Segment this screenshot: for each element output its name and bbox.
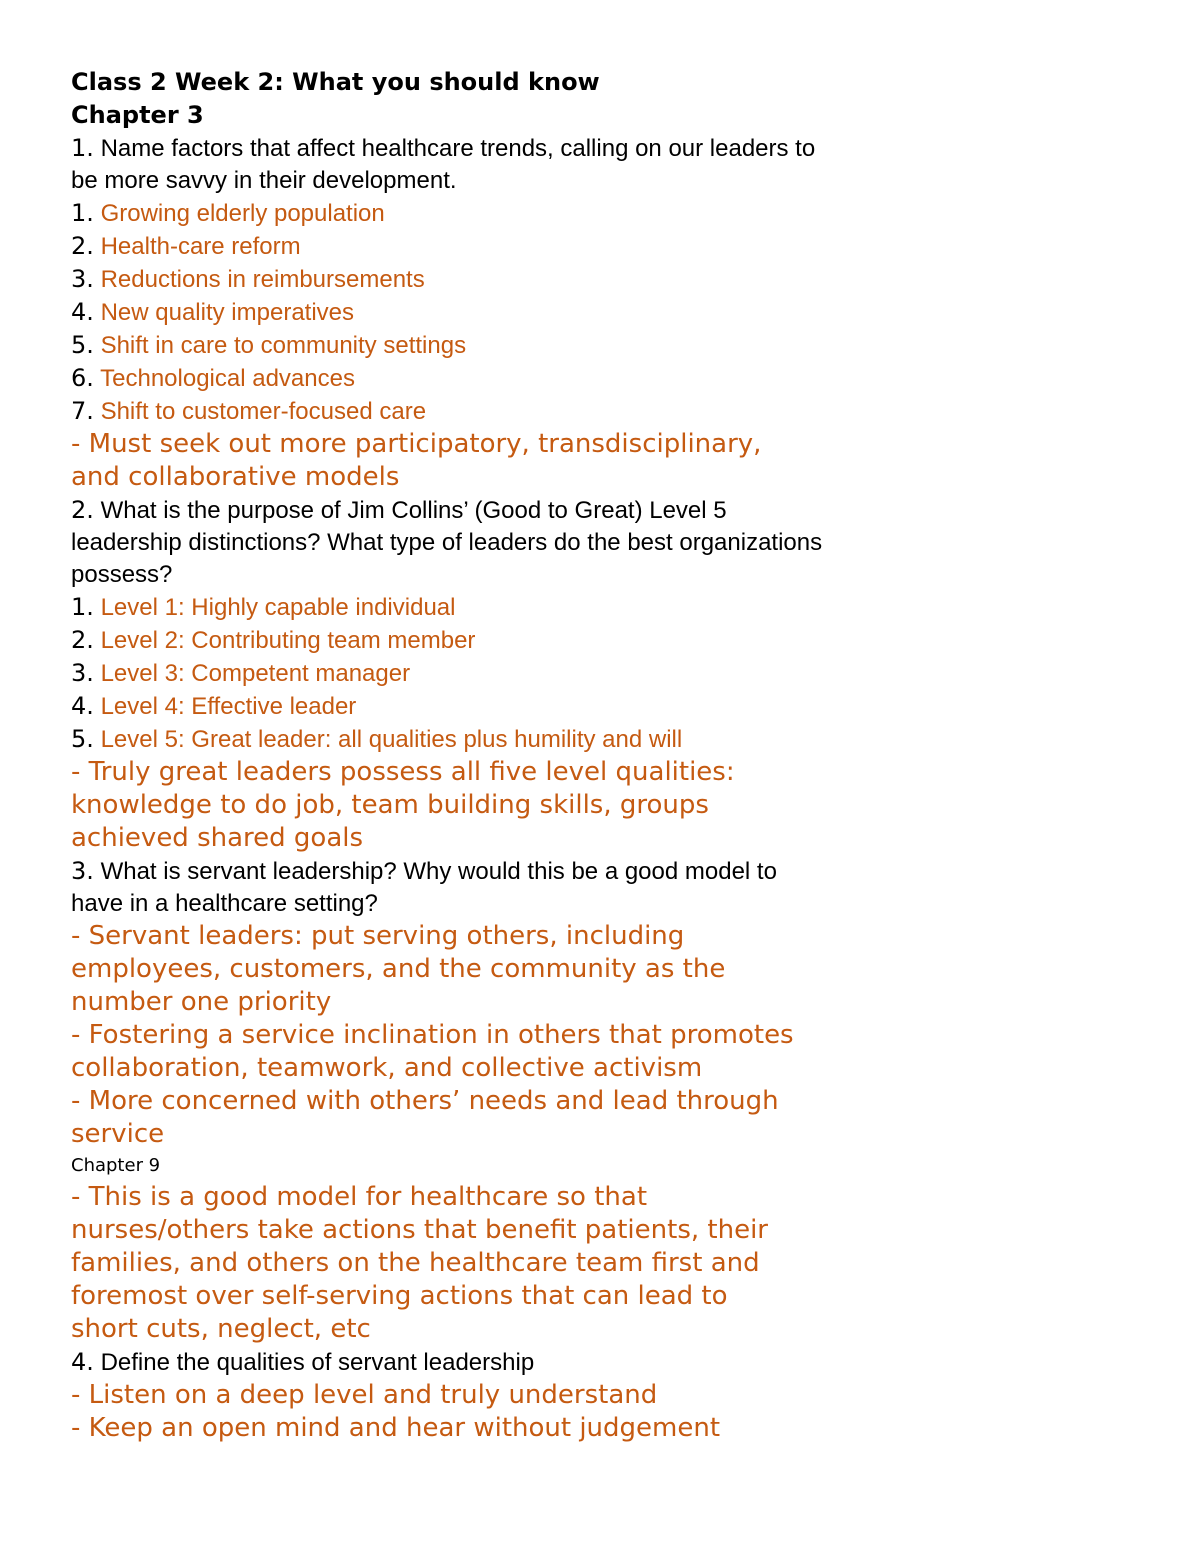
question-text-line: leadership distinctions? What type of leaders do the best organizations (71, 529, 823, 556)
question-number: 3. (71, 857, 94, 885)
question-text-line: have in a healthcare setting? (71, 890, 378, 917)
list-item: 4. New quality imperatives (71, 298, 355, 326)
list-item: 5. Shift in care to community settings (71, 331, 467, 359)
answer-line: collaboration, teamwork, and collective activism (71, 1053, 703, 1083)
answer-block (71, 1181, 1131, 1346)
answer-line: - Keep an open mind and hear without judgement (71, 1413, 721, 1443)
question-number: 1. (71, 134, 94, 162)
list-item: 1. Growing elderly population (71, 199, 385, 227)
document-title: Class 2 Week 2: What you should know (71, 68, 600, 96)
list-item: 4. Level 4: Effective leader (71, 692, 357, 720)
answer-line: and collaborative models (71, 462, 400, 492)
level-list (71, 591, 1131, 756)
answer-line: achieved shared goals (71, 823, 364, 853)
list-item: 5. Level 5: Great leader: all qualities plus humility and will (71, 725, 683, 753)
question-4 (71, 1346, 1131, 1379)
answer-line: - Truly great leaders possess all five level qualities: (71, 757, 735, 787)
answer-line: - Servant leaders: put serving others, including (71, 921, 685, 951)
chapter-heading: Chapter 3 (71, 101, 204, 129)
answer-line: knowledge to do job, team building skills, groups (71, 790, 709, 820)
question-1 (71, 132, 1131, 197)
list-item: 2. Level 2: Contributing team member (71, 626, 476, 654)
question-3 (71, 855, 1131, 920)
list-item: 6. Technological advances (71, 364, 355, 392)
factor-list (71, 197, 1131, 428)
question-text-line: be more savvy in their development. (71, 167, 457, 194)
answer-block (71, 756, 1131, 855)
answer-line: nurses/others take actions that benefit patients, their (71, 1215, 768, 1245)
list-item: 2. Health-care reform (71, 232, 301, 260)
question-2 (71, 494, 1131, 591)
list-item: 1. Level 1: Highly capable individual (71, 593, 456, 621)
answer-line: short cuts, neglect, etc (71, 1314, 371, 1344)
question-number: 4. (71, 1348, 94, 1376)
chapter-note: Chapter 9 (71, 1155, 161, 1176)
answer-line: - Listen on a deep level and truly understand (71, 1380, 658, 1410)
question-text-line: possess? (71, 561, 173, 588)
list-item: 3. Level 3: Competent manager (71, 659, 411, 687)
list-item: 3. Reductions in reimbursements (71, 265, 425, 293)
answer-block (71, 428, 1131, 494)
question-number: 2. (71, 496, 94, 524)
document-page (71, 66, 1131, 1445)
question-text-line: 2. What is the purpose of Jim Collins’ (Good to Great) Level 5 (71, 496, 727, 524)
answer-line: - This is a good model for healthcare so that (71, 1182, 648, 1212)
answer-line: families, and others on the healthcare team first and (71, 1248, 760, 1278)
answer-line: - More concerned with others’ needs and lead through (71, 1086, 779, 1116)
answer-line: employees, customers, and the community as the (71, 954, 726, 984)
answer-block (71, 1379, 1131, 1445)
question-text-line: 3. What is servant leadership? Why would this be a good model to (71, 857, 777, 885)
question-text-line: 4. Define the qualities of servant leadership (71, 1348, 535, 1376)
answer-line: - Must seek out more participatory, transdisciplinary, (71, 429, 762, 459)
question-text-line: 1. Name factors that affect healthcare trends, calling on our leaders to (71, 134, 816, 162)
answer-line: number one priority (71, 987, 332, 1017)
answer-line: foremost over self-serving actions that can lead to (71, 1281, 728, 1311)
answer-line: service (71, 1119, 165, 1149)
answer-line: - Fostering a service inclination in others that promotes (71, 1020, 794, 1050)
answer-block (71, 920, 1131, 1151)
list-item: 7. Shift to customer-focused care (71, 397, 427, 425)
